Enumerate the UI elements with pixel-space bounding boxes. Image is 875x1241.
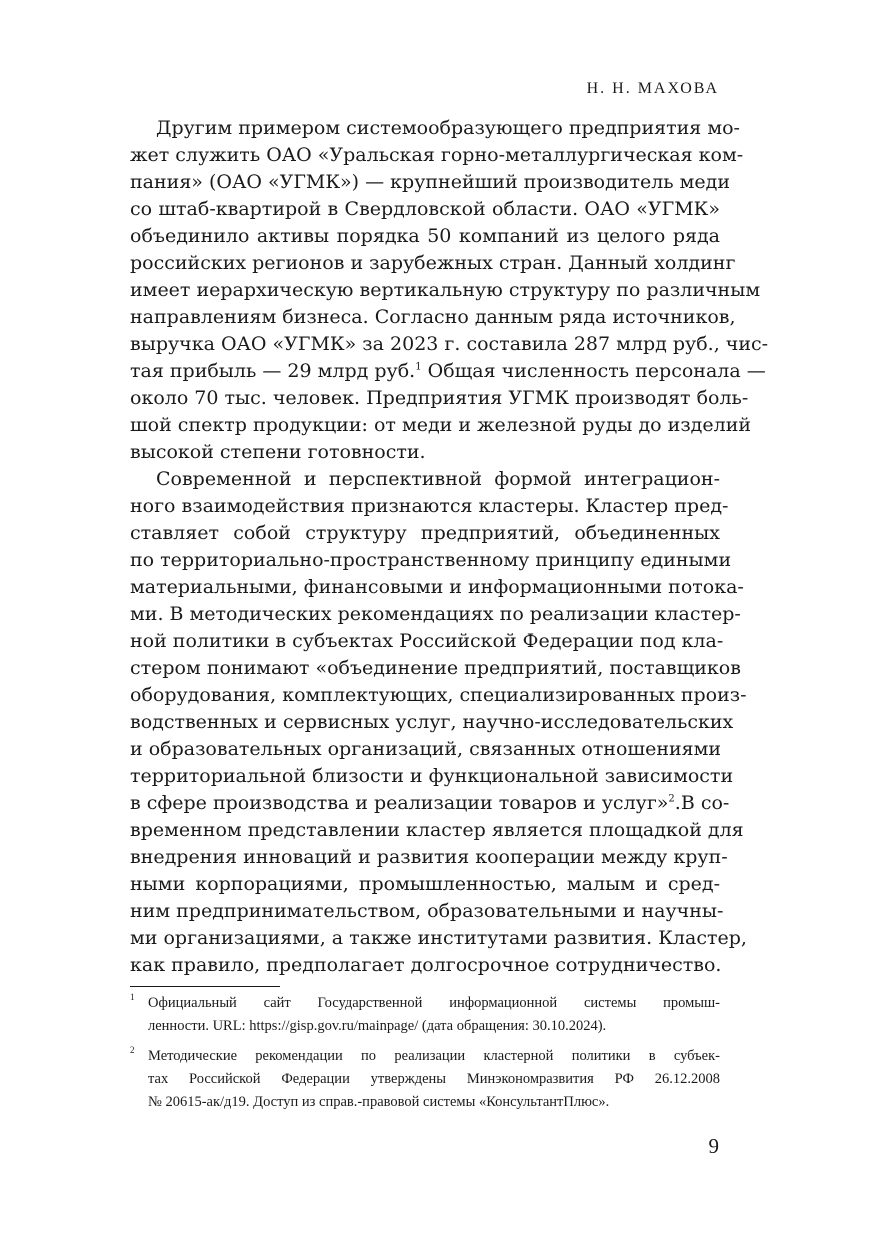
- text-line: временном представлении кластер является площадкой для: [130, 819, 744, 841]
- text-line: оборудования, комплектующих, специализированных произ-: [130, 684, 747, 706]
- text-line: ним предпринимательством, образовательными и научны-: [130, 900, 724, 922]
- footnote-ref-1[interactable]: 1: [415, 361, 422, 373]
- text-line: материальными, финансовыми и информационными потока-: [130, 576, 744, 598]
- running-head: Н. Н. МАХОВА: [586, 80, 719, 97]
- text-line: стером понимают «объединение предприятий, поставщиков: [130, 657, 741, 679]
- text-line: как правило, предполагает долгосрочное сотрудничество.: [130, 954, 722, 976]
- footnote-ref-2[interactable]: 2: [668, 793, 675, 805]
- text-line: шой спектр продукции: от меди и железной руды до изделий: [130, 414, 752, 436]
- text-line: [130, 790, 730, 817]
- body-text: [130, 115, 769, 979]
- footnote-line: ленности. URL: https://gisp.gov.ru/mainpage/ (дата обращения: 30.10.2024).: [148, 1018, 607, 1034]
- text-line: ными корпорациями, промышленностью, малым и сред-: [130, 873, 720, 895]
- text-line: ного взаимодействия признаются кластеры. Кластер пред-: [130, 495, 729, 517]
- footnote-separator: [130, 986, 280, 987]
- text-line: направлениям бизнеса. Согласно данным ряда источников,: [130, 306, 736, 328]
- text-line: объединило активы порядка 50 компаний из целого ряда: [130, 225, 720, 247]
- text-line: и образовательных организаций, связанных отношениями: [130, 738, 722, 760]
- text-line: [130, 358, 766, 385]
- page-number: 9: [708, 1134, 719, 1158]
- text-line: внедрения инноваций и развития кооперации между круп-: [130, 846, 728, 868]
- footnote-2: [130, 1045, 720, 1114]
- text-line: выручка ОАО «УГМК» за 2023 г. составила 287 млрд руб., чис-: [130, 333, 769, 355]
- text-line: ной политики в субъектах Российской Федерации под кла-: [130, 630, 724, 652]
- text-line: имеет иерархическую вертикальную структуру по различным: [130, 279, 761, 301]
- text-line: жет служить ОАО «Уральская горно-металлургическая ком-: [130, 144, 744, 166]
- text-line: по территориально-пространственному принципу едиными: [130, 549, 732, 571]
- text-line: ми организациями, а также институтами развития. Кластер,: [130, 927, 747, 949]
- text-segment: Общая численность персонала —: [421, 360, 766, 382]
- footnote-line: Методические рекомендации по реализации кластерной политики в субъек-: [148, 1048, 720, 1064]
- text-segment: .В со-: [674, 792, 730, 814]
- text-segment: в сфере производства и реализации товаров и услуг»: [130, 792, 669, 814]
- paragraph-ugmk: [130, 115, 769, 466]
- footnote-number: 2: [130, 1045, 135, 1055]
- text-line: ми. В методических рекомендациях по реализации кластер-: [130, 603, 741, 625]
- text-line: российских регионов и зарубежных стран. Данный холдинг: [130, 252, 736, 274]
- text-line: пания» (ОАО «УГМК») — крупнейший производитель меди: [130, 171, 731, 193]
- footnote-line: тах Российской Федерации утверждены Минэкономразвития РФ 26.12.2008: [148, 1071, 720, 1087]
- text-line: высокой степени готовности.: [130, 441, 426, 463]
- text-line: водственных и сервисных услуг, научно-исследовательских: [130, 711, 734, 733]
- footnotes: [130, 992, 720, 1121]
- text-line: Другим примером системообразующего предприятия мо-: [156, 117, 740, 139]
- paragraph-clusters: [130, 466, 747, 979]
- footnote-number: 1: [130, 992, 135, 1002]
- text-line: ставляет собой структуру предприятий, объединенных: [130, 522, 720, 544]
- footnote-line: № 20615-ак/д19. Доступ из справ.-правовой системы «КонсультантПлюс».: [148, 1094, 610, 1110]
- text-line: Современной и перспективной формой интеграцион-: [156, 468, 720, 490]
- text-line: около 70 тыс. человек. Предприятия УГМК производят боль-: [130, 387, 749, 409]
- text-line: со штаб-квартирой в Свердловской области. ОАО «УГМК»: [130, 198, 720, 220]
- text-segment: тая прибыль — 29 млрд руб.: [130, 360, 416, 382]
- footnote-1: [130, 992, 720, 1038]
- text-line: территориальной близости и функциональной зависимости: [130, 765, 734, 787]
- footnote-line: Официальный сайт Государственной информационной системы промыш-: [148, 995, 720, 1011]
